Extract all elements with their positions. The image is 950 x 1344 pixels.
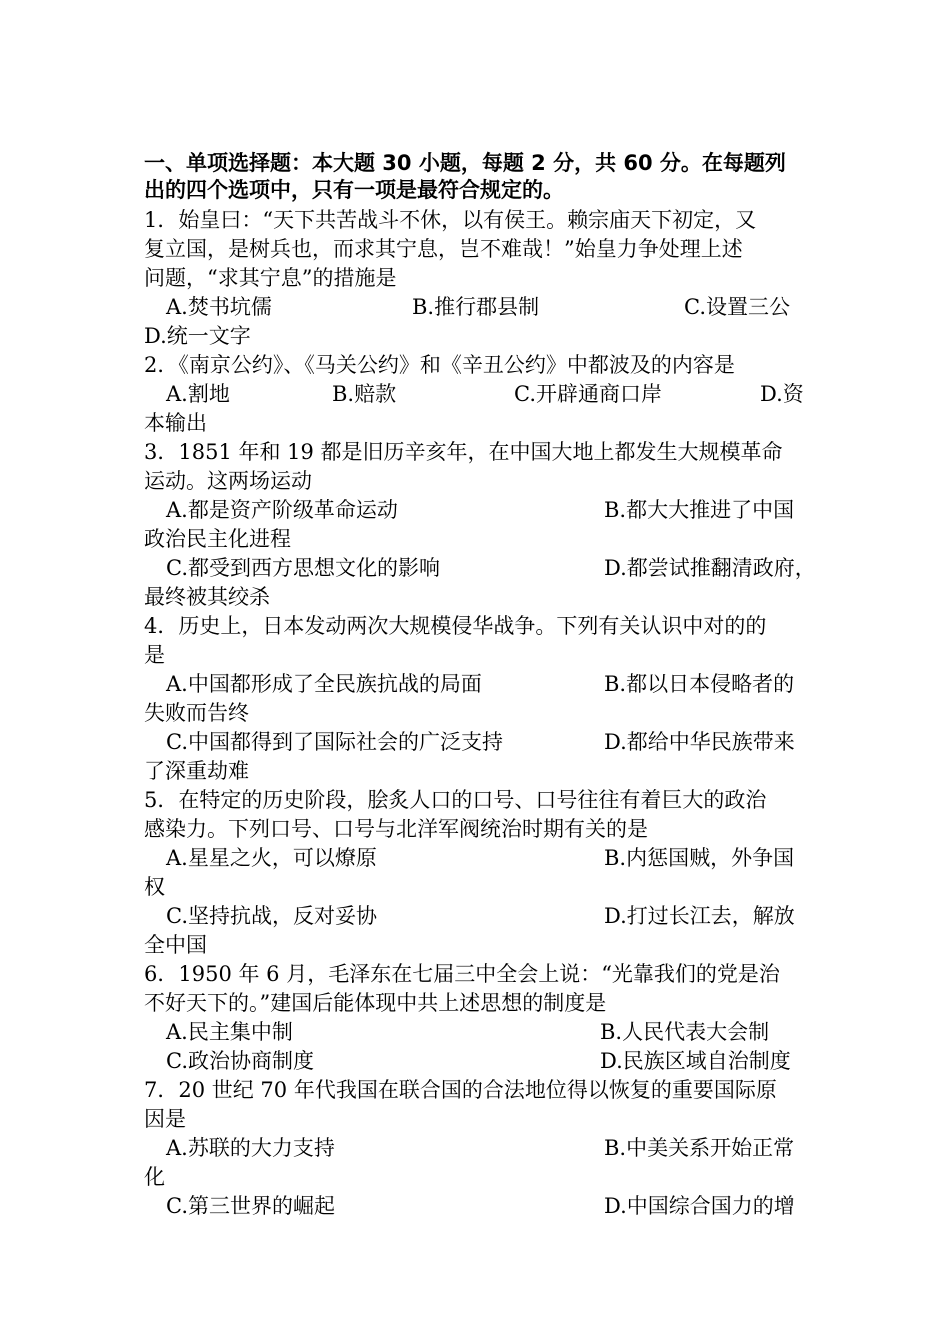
option-b[interactable]: B.人民代表大会制 (600, 1020, 770, 1044)
option-c[interactable]: C.中国都得到了国际社会的广泛支持 (166, 730, 503, 754)
question-text-line: 因是 (144, 1107, 186, 1131)
option-wrap: 最终被其绞杀 (144, 585, 270, 609)
option-wrap: 全中国 (144, 933, 207, 957)
options-row (144, 1192, 824, 1221)
option-wrap: 权 (144, 875, 165, 899)
option-b[interactable]: B.都大大推进了中国 (604, 498, 795, 522)
question-5 (144, 786, 824, 960)
options-row (144, 1018, 824, 1047)
option-b[interactable]: B.都以日本侵略者的 (604, 672, 795, 696)
question-text-line: 5．在特定的历史阶段，脍炙人口的口号、口号往往有着巨大的政治 (144, 788, 767, 812)
option-d[interactable]: D.统一文字 (144, 324, 251, 348)
question-text-line: 问题，“求其宁息”的措施是 (144, 266, 397, 290)
option-wrap: 了深重劫难 (144, 759, 249, 783)
option-a[interactable]: A.割地 (166, 382, 230, 406)
section-title-line-1: 一、单项选择题：本大题 30 小题，每题 2 分，共 60 分。在每题列 (144, 151, 786, 175)
option-a[interactable]: A.星星之火，可以燎原 (166, 846, 377, 870)
option-d[interactable]: D.都给中华民族带来 (604, 730, 795, 754)
option-d[interactable]: D.资 (760, 382, 804, 406)
options-row (144, 554, 824, 583)
section-title (144, 150, 824, 204)
options-row (144, 1134, 824, 1163)
option-wrap: 失败而告终 (144, 701, 249, 725)
options-row (144, 844, 824, 873)
question-1 (144, 206, 824, 351)
options-row (144, 293, 824, 322)
option-c[interactable]: C.坚持抗战，反对妥协 (166, 904, 377, 928)
question-text-line: 不好天下的。”建国后能体现中共上述思想的制度是 (144, 991, 607, 1015)
option-wrap: 本输出 (144, 411, 207, 435)
option-a[interactable]: A.民主集中制 (166, 1020, 293, 1044)
option-wrap: 政治民主化进程 (144, 527, 291, 551)
option-a[interactable]: A.中国都形成了全民族抗战的局面 (166, 672, 482, 696)
question-text-line: 6．1950 年 6 月，毛泽东在七届三中全会上说：“光靠我们的党是治 (144, 962, 780, 986)
option-b[interactable]: B.赔款 (332, 382, 397, 406)
question-3 (144, 438, 824, 612)
option-b[interactable]: B.内惩国贼，外争国 (604, 846, 795, 870)
question-4 (144, 612, 824, 786)
option-b[interactable]: B.中美关系开始正常 (604, 1136, 795, 1160)
section-title-line-2: 出的四个选项中，只有一项是最符合规定的。 (144, 178, 564, 202)
question-text-line: 3．1851 年和 19 都是旧历辛亥年，在中国大地上都发生大规模革命 (144, 440, 783, 464)
option-a[interactable]: A.都是资产阶级革命运动 (166, 498, 398, 522)
question-2 (144, 351, 824, 438)
option-c[interactable]: C.都受到西方思想文化的影响 (166, 556, 440, 580)
option-a[interactable]: A.苏联的大力支持 (166, 1136, 335, 1160)
options-row (144, 380, 824, 409)
options-row (144, 902, 824, 931)
question-text-line: 感染力。下列口号、口号与北洋军阀统治时期有关的是 (144, 817, 648, 841)
question-6 (144, 960, 824, 1076)
question-7 (144, 1076, 824, 1221)
question-text-line: 2．《南京公约》、《马关公约》和《辛丑公约》中都波及的内容是 (144, 353, 735, 377)
option-c[interactable]: C.开辟通商口岸 (514, 382, 662, 406)
option-d[interactable]: D.中国综合国力的增 (604, 1194, 795, 1218)
options-row (144, 1047, 824, 1076)
option-c[interactable]: C.设置三公 (684, 295, 790, 319)
question-text-line: 是 (144, 643, 165, 667)
question-text-line: 1．始皇曰：“天下共苦战斗不休，以有侯王。赖宗庙天下初定，又 (144, 208, 757, 232)
option-c[interactable]: C.第三世界的崛起 (166, 1194, 335, 1218)
option-wrap: 化 (144, 1165, 165, 1189)
options-row (144, 496, 824, 525)
option-d[interactable]: D.打过长江去，解放 (604, 904, 795, 928)
option-c[interactable]: C.政治协商制度 (166, 1049, 314, 1073)
option-d[interactable]: D.民族区域自治制度 (600, 1049, 791, 1073)
question-text-line: 复立国，是树兵也，而求其宁息，岂不难哉！”始皇力争处理上述 (144, 237, 743, 261)
option-b[interactable]: B.推行郡县制 (412, 295, 540, 319)
option-d[interactable]: D.都尝试推翻清政府， (604, 556, 816, 580)
question-text-line: 4．历史上，日本发动两次大规模侵华战争。下列有关认识中对的的 (144, 614, 767, 638)
options-row (144, 670, 824, 699)
question-text-line: 7．20 世纪 70 年代我国在联合国的合法地位得以恢复的重要国际原 (144, 1078, 777, 1102)
options-row (144, 728, 824, 757)
question-text-line: 运动。这两场运动 (144, 469, 312, 493)
exam-page (144, 150, 824, 1221)
option-a[interactable]: A.焚书坑儒 (166, 295, 272, 319)
